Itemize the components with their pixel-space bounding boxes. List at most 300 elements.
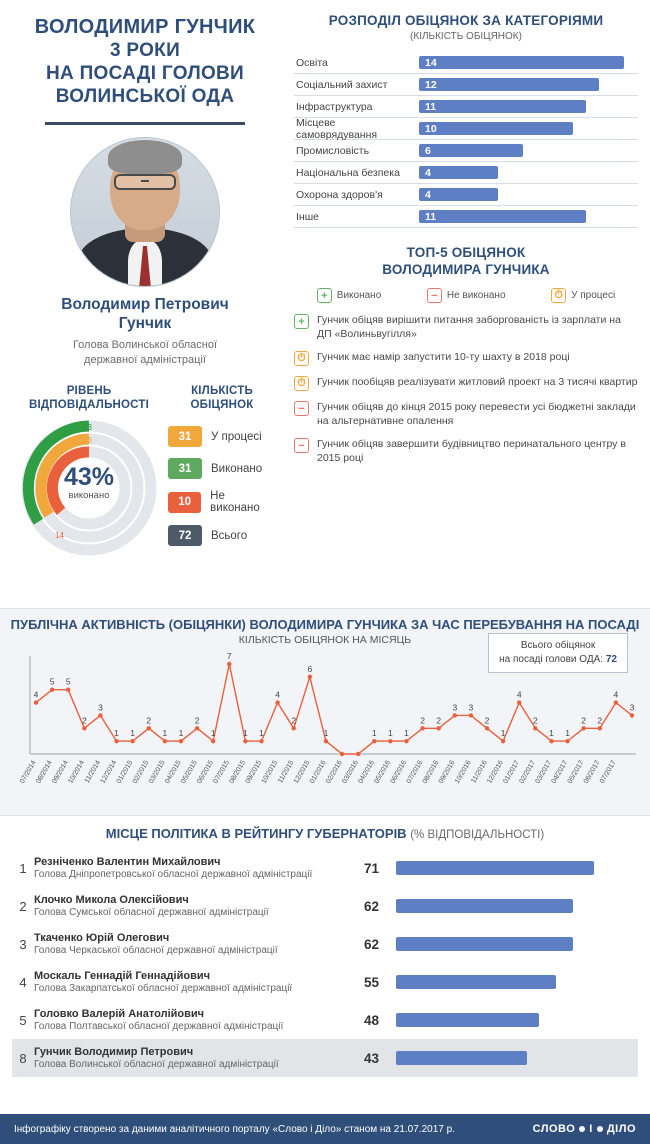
- rating-bar-wrapper: [364, 899, 638, 914]
- activity-point-label: 2: [81, 715, 87, 726]
- activity-point: [179, 739, 183, 743]
- counts-column: [164, 384, 276, 560]
- activity-x-tick: 12/2015: [292, 759, 312, 785]
- promise-item: [294, 437, 638, 465]
- activity-point: [372, 739, 376, 743]
- logo-dot-icon-2: [597, 1126, 603, 1132]
- brand-logo: [533, 1123, 636, 1135]
- minus-icon: −: [294, 401, 309, 416]
- activity-point-label: 1: [500, 728, 506, 739]
- activity-x-tick: 07/2015: [212, 759, 232, 785]
- activity-x-tick: 03/2017: [534, 759, 554, 785]
- activity-point: [66, 688, 70, 692]
- activity-point-label: 2: [532, 715, 538, 726]
- activity-point-label: 1: [388, 728, 393, 739]
- category-bar: [419, 144, 523, 157]
- category-bar-wrapper: [419, 206, 638, 227]
- categories-bar-chart: [294, 52, 638, 228]
- promise-text: Гунчик пообіцяв реалізувати житловий проект на 3 тисячі квартир: [317, 376, 638, 388]
- activity-point-label: 4: [516, 689, 522, 700]
- category-bar-wrapper: [419, 118, 638, 139]
- activity-point-label: 3: [98, 702, 103, 713]
- promise-text: Гунчик обіцяв до кінця 2015 року перевести усі бюджетні заклади на альтернативне опалення: [317, 401, 636, 427]
- activity-x-tick: 07/2014: [19, 759, 38, 785]
- ring-label-orange: 43: [83, 436, 92, 445]
- category-bar: [419, 100, 586, 113]
- category-value: 4: [425, 188, 431, 201]
- footer-text: Інфографіку створено за даними аналітичного порталу «Слово і Діло» станом на 21.07.2017 р.: [14, 1123, 455, 1135]
- activity-point-label: 1: [210, 728, 216, 739]
- activity-x-tick: 10/2015: [260, 759, 280, 785]
- rating-bar: [396, 975, 556, 989]
- rating-info: [34, 856, 364, 880]
- top5-title: [294, 244, 638, 278]
- rating-rank: 3: [19, 936, 27, 952]
- activity-point-label: 1: [130, 728, 136, 739]
- promise-item: [294, 400, 638, 428]
- activity-point-label: 2: [597, 715, 603, 726]
- rating-info: [34, 1046, 364, 1070]
- ring-label-red: 14: [55, 531, 64, 540]
- counts-list: [168, 426, 276, 546]
- activity-x-tick: 08/2014: [35, 759, 54, 785]
- donut-column: [14, 384, 164, 560]
- activity-point: [130, 739, 134, 743]
- activity-point: [275, 700, 279, 704]
- category-bar-wrapper: [419, 52, 638, 73]
- top5-legend-item: [551, 288, 615, 303]
- minus-icon: −: [427, 288, 442, 303]
- category-value: 4: [425, 166, 431, 179]
- top5-title-line-2: ВОЛОДИМИРА ГУНЧИКА: [382, 262, 550, 277]
- table-row: [12, 887, 638, 925]
- activity-point-label: 2: [436, 715, 442, 726]
- activity-point-label: 5: [49, 676, 55, 687]
- top5-legend-label: У процесі: [571, 290, 616, 301]
- activity-x-tick: 03/2015: [147, 759, 167, 785]
- category-label: Промисловість: [296, 144, 370, 157]
- category-row: [294, 118, 638, 140]
- activity-point: [404, 739, 408, 743]
- activity-point: [517, 700, 521, 704]
- title-line-1: ВОЛОДИМИР ГУНЧИК: [34, 16, 256, 38]
- rating-rank: 2: [19, 898, 27, 914]
- category-bar-wrapper: [419, 96, 638, 117]
- categories-subtitle: (КІЛЬКІСТЬ ОБІЦЯНОК): [410, 31, 522, 42]
- activity-point: [163, 739, 167, 743]
- rating-person-name: Ткаченко Юрій Олегович: [34, 932, 170, 944]
- activity-x-tick: 01/2017: [502, 759, 521, 785]
- top5-legend-label: Не виконано: [446, 290, 506, 301]
- person-role-line-2: державної адміністрації: [84, 354, 206, 366]
- rating-info: [34, 894, 364, 918]
- clock-icon: ⏱: [551, 288, 566, 303]
- counts-heading-line-1: КІЛЬКІСТЬ: [191, 385, 253, 397]
- footer: [0, 1114, 650, 1144]
- activity-point-label: 1: [404, 728, 409, 739]
- title-line-3: НА ПОСАДІ ГОЛОВИ: [45, 63, 245, 84]
- activity-point-label: 5: [65, 676, 71, 687]
- count-legend-row: [168, 426, 276, 447]
- rating-bar-wrapper: [364, 861, 638, 876]
- activity-point: [114, 739, 118, 743]
- activity-x-tick: 04/2016: [357, 759, 377, 785]
- activity-x-tick: 06/2016: [389, 759, 409, 785]
- top5-block: [294, 244, 638, 465]
- person-name-line-2: Гунчик: [118, 315, 172, 332]
- category-label: Соціальний захист: [296, 78, 388, 91]
- rating-person-post: Голова Черкаської обласної державної адміністрації: [34, 945, 278, 956]
- rating-section: [0, 816, 650, 1077]
- activity-point: [614, 700, 618, 704]
- activity-point-label: 1: [371, 728, 377, 739]
- glasses-icon: [114, 174, 176, 190]
- activity-point-label: 2: [194, 715, 200, 726]
- activity-point-label: 1: [178, 728, 184, 739]
- table-row: [12, 1001, 638, 1039]
- rating-bar: [396, 937, 573, 951]
- activity-line-path: [33, 664, 632, 754]
- count-label: Не виконано: [210, 490, 260, 514]
- count-label: У процесі: [211, 430, 262, 443]
- activity-line-chart: [10, 650, 640, 802]
- activity-point: [147, 726, 151, 730]
- activity-section: [0, 608, 650, 816]
- rating-value: 55: [364, 974, 380, 990]
- count-legend-row: [168, 525, 276, 546]
- activity-point: [259, 739, 263, 743]
- rating-value: 48: [364, 1012, 380, 1028]
- person-role: [14, 338, 276, 368]
- activity-point-label: 6: [307, 663, 313, 674]
- activity-x-tick: 05/2017: [566, 759, 586, 785]
- count-value-badge: 10: [168, 492, 201, 513]
- category-value: 6: [425, 144, 431, 157]
- activity-point-label: 3: [452, 702, 458, 713]
- category-label: Освіта: [296, 56, 328, 69]
- activity-x-tick: 05/2015: [180, 759, 199, 785]
- logo-right: ДІЛО: [606, 1123, 636, 1135]
- activity-point-label: 7: [226, 651, 232, 661]
- activity-point-label: 1: [162, 728, 168, 739]
- activity-point: [581, 726, 585, 730]
- category-value: 14: [425, 56, 437, 69]
- activity-point-label: 4: [33, 689, 39, 700]
- count-label: Всього: [211, 529, 248, 542]
- activity-point: [324, 739, 328, 743]
- activity-point: [630, 713, 634, 717]
- rating-list: [12, 849, 638, 1077]
- activity-point: [598, 726, 602, 730]
- activity-title: ПУБЛІЧНА АКТИВНІСТЬ (ОБІЦЯНКИ) ВОЛОДИМИРА ГУНЧИКА ЗА ЧАС ПЕРЕБУВАННЯ НА ПОСАДІ: [10, 617, 640, 632]
- clock-icon: ⏱: [294, 376, 309, 391]
- activity-x-tick: 11/2014: [83, 759, 103, 785]
- activity-point-label: 3: [629, 702, 635, 713]
- title-line-4: ВОЛИНСЬКОЇ ОДА: [55, 86, 235, 107]
- rating-bar: [396, 1051, 527, 1065]
- activity-point-label: 3: [468, 702, 474, 713]
- activity-point-label: 1: [243, 728, 248, 739]
- top5-legend-item: [317, 288, 381, 303]
- portrait-container: [14, 137, 276, 287]
- activity-point: [388, 739, 392, 743]
- rating-title-suffix: (% ВІДПОВІДАЛЬНОСТІ): [410, 829, 545, 841]
- logo-dot-icon: [579, 1126, 585, 1132]
- person-role-line-1: Голова Волинської обласної: [72, 339, 218, 351]
- category-label: Національна безпека: [296, 166, 400, 179]
- table-row: [12, 849, 638, 887]
- total-box-value: 72: [605, 654, 617, 665]
- rating-person-name: Головко Валерій Анатолійович: [34, 1008, 205, 1020]
- activity-x-tick: 08/2015: [228, 759, 248, 785]
- donut-percent: 43%: [63, 463, 115, 491]
- activity-x-tick: 12/2014: [99, 759, 119, 785]
- page-title: [14, 16, 276, 108]
- category-bar-wrapper: [419, 74, 638, 95]
- counts-heading: [168, 384, 276, 412]
- rating-bar: [396, 899, 573, 913]
- donut-center-text: [14, 464, 164, 501]
- category-row: [294, 184, 638, 206]
- top5-promise-list: [294, 313, 638, 465]
- activity-point-label: 2: [420, 715, 425, 726]
- rating-value: 43: [364, 1050, 380, 1066]
- activity-point-label: 1: [565, 728, 570, 739]
- promise-item: [294, 313, 638, 341]
- activity-point-label: 1: [114, 728, 119, 739]
- activity-x-tick: 02/2016: [325, 759, 344, 785]
- rating-person-post: Голова Волинської обласної державної адміністрації: [34, 1059, 279, 1070]
- donut-sublabel: виконано: [68, 490, 110, 501]
- rating-value: 71: [364, 860, 380, 876]
- top5-legend: [294, 288, 638, 303]
- category-row: [294, 206, 638, 228]
- activity-point: [420, 726, 424, 730]
- activity-point: [34, 700, 38, 704]
- total-box-label: на посаді голови ОДА:: [499, 654, 604, 665]
- activity-point: [533, 726, 537, 730]
- activity-x-tick: 02/2017: [518, 759, 538, 785]
- category-bar: [419, 210, 586, 223]
- activity-point: [469, 713, 473, 717]
- category-label: Охорона здоров'я: [296, 188, 383, 201]
- rating-info: [34, 932, 364, 956]
- activity-point: [340, 752, 344, 756]
- category-value: 11: [425, 100, 437, 113]
- activity-point: [98, 713, 102, 717]
- category-bar: [419, 122, 573, 135]
- activity-x-tick: 11/2016: [470, 759, 489, 785]
- rating-rank: 1: [19, 860, 27, 876]
- activity-x-tick: 09/2014: [51, 759, 70, 785]
- rating-rank: 8: [19, 1050, 27, 1066]
- activity-point: [292, 726, 296, 730]
- category-row: [294, 52, 638, 74]
- top5-title-line-1: ТОП-5 ОБІЦЯНОК: [406, 245, 526, 260]
- rating-rank: 5: [19, 1012, 27, 1028]
- category-bar: [419, 188, 498, 201]
- activity-point: [195, 726, 199, 730]
- table-row: [12, 925, 638, 963]
- activity-x-tick: 12/2016: [486, 759, 505, 785]
- activity-point: [82, 726, 86, 730]
- activity-point-label: 4: [275, 689, 280, 700]
- activity-x-tick: 02/2015: [131, 759, 151, 785]
- activity-point-label: 4: [613, 689, 619, 700]
- responsibility-donut: [14, 420, 164, 560]
- rating-title-text: МІСЦЕ ПОЛІТИКА В РЕЙТИНГУ ГУБЕРНАТОРІВ: [105, 826, 407, 841]
- activity-x-tick: 09/2015: [244, 759, 264, 785]
- activity-subtitle: КІЛЬКІСТЬ ОБІЦЯНОК НА МІСЯЦЬ: [238, 634, 412, 646]
- plus-icon: +: [294, 314, 309, 329]
- rating-person-post: Голова Дніпропетровської обласної державної адміністрації: [34, 869, 313, 880]
- activity-point: [485, 726, 489, 730]
- rating-title: [12, 826, 638, 841]
- category-bar: [419, 56, 624, 69]
- clock-icon: ⏱: [294, 351, 309, 366]
- ring-label-green: 43: [83, 423, 92, 432]
- rating-person-name: Москаль Геннадій Геннадійович: [34, 970, 210, 982]
- responsibility-heading-line-1: РІВЕНЬ: [66, 385, 112, 397]
- responsibility-block: [14, 384, 276, 560]
- activity-point: [308, 675, 312, 679]
- category-value: 12: [425, 78, 437, 91]
- rating-bar-wrapper: [364, 975, 638, 990]
- rating-info: [34, 970, 364, 994]
- avatar-hair: [108, 140, 182, 174]
- top5-legend-item: [427, 288, 506, 303]
- activity-x-tick: 06/2015: [196, 759, 215, 785]
- activity-point-label: 1: [323, 728, 329, 739]
- category-bar: [419, 166, 498, 179]
- activity-x-tick: 10/2014: [67, 759, 87, 785]
- rating-info: [34, 1008, 364, 1032]
- category-bar-wrapper: [419, 184, 638, 205]
- activity-point-label: 2: [581, 715, 587, 726]
- activity-point: [549, 739, 553, 743]
- activity-x-tick: 04/2017: [550, 759, 570, 785]
- activity-point: [453, 713, 457, 717]
- logo-mid: І: [589, 1123, 593, 1135]
- minus-icon: −: [294, 438, 309, 453]
- top5-legend-label: Виконано: [336, 290, 382, 301]
- activity-point-label: 1: [549, 728, 554, 739]
- promise-item: [294, 375, 638, 391]
- rating-bar: [396, 861, 594, 875]
- category-row: [294, 162, 638, 184]
- total-box-line-1: Всього обіцянок: [520, 640, 596, 651]
- rating-rank: 4: [19, 974, 27, 990]
- promise-text: Гунчик має намір запустити 10-ту шахту в 2018 році: [317, 351, 570, 363]
- category-bar: [419, 78, 599, 91]
- activity-x-tick: 08/2016: [421, 759, 441, 785]
- activity-point: [437, 726, 441, 730]
- rating-person-post: Голова Полтавської обласної державної адміністрації: [34, 1021, 284, 1032]
- activity-x-tick: 11/2015: [277, 759, 296, 785]
- activity-x-tick: 07/2017: [598, 759, 618, 785]
- table-row: [12, 963, 638, 1001]
- activity-point: [50, 688, 54, 692]
- activity-line-svg: [10, 650, 640, 802]
- categories-title: РОЗПОДІЛ ОБІЦЯНОК ЗА КАТЕГОРІЯМИ: [328, 13, 604, 28]
- activity-x-tick: 05/2016: [373, 759, 393, 785]
- activity-point-label: 1: [259, 728, 264, 739]
- table-row: [12, 1039, 638, 1077]
- category-value: 11: [425, 210, 437, 223]
- activity-x-tick: 04/2015: [163, 759, 183, 785]
- promise-text: Гунчик обіцяв завершити будівництво перинатального центру в 2015 році: [317, 438, 626, 464]
- title-line-2: 3 РОКИ: [109, 40, 181, 61]
- category-row: [294, 140, 638, 162]
- activity-x-tick: 07/2016: [405, 759, 425, 785]
- promise-text: Гунчик обіцяв вирішити питання заборгованість із зарплати на ДП «Волиньвугілля»: [317, 314, 621, 340]
- category-label: Місцеве самоврядування: [296, 116, 378, 141]
- responsibility-heading-line-2: ВІДПОВІДАЛЬНОСТІ: [28, 399, 150, 411]
- activity-point: [243, 739, 247, 743]
- count-value-badge: 72: [168, 525, 202, 546]
- count-legend-row: [168, 490, 276, 514]
- activity-x-tick: 09/2016: [437, 759, 457, 785]
- count-value-badge: 31: [168, 458, 202, 479]
- person-name-line-1: Володимир Петрович: [61, 296, 229, 313]
- rating-bar-wrapper: [364, 937, 638, 952]
- activity-point: [211, 739, 215, 743]
- activity-point-label: 2: [484, 715, 490, 726]
- left-column: [0, 0, 290, 608]
- rating-person-name: Гунчик Володимир Петрович: [34, 1046, 194, 1058]
- rating-bar-wrapper: [364, 1051, 638, 1066]
- activity-point: [356, 752, 360, 756]
- count-legend-row: [168, 458, 276, 479]
- rating-bar-wrapper: [364, 1013, 638, 1028]
- rating-value: 62: [364, 898, 380, 914]
- category-label: Інше: [296, 210, 319, 223]
- category-bar-wrapper: [419, 162, 638, 183]
- activity-point-label: 2: [146, 715, 152, 726]
- plus-icon: +: [317, 288, 332, 303]
- count-value-badge: 31: [168, 426, 202, 447]
- activity-point: [565, 739, 569, 743]
- responsibility-heading: [14, 384, 164, 412]
- right-column: [290, 0, 650, 608]
- logo-left: СЛОВО: [532, 1123, 576, 1135]
- category-label: Інфраструктура: [296, 100, 373, 113]
- count-label: Виконано: [211, 462, 263, 475]
- activity-x-tick: 01/2016: [308, 759, 328, 785]
- rating-person-name: Клочко Микола Олексійович: [34, 894, 189, 906]
- person-name: [14, 295, 276, 333]
- category-value: 10: [425, 122, 437, 135]
- activity-x-tick: 01/2015: [115, 759, 135, 785]
- rating-bar: [396, 1013, 539, 1027]
- rating-person-post: Голова Закарпатської обласної державної адміністрації: [34, 983, 293, 994]
- rating-person-post: Голова Сумської обласної державної адміністрації: [34, 907, 269, 918]
- activity-x-tick: 10/2016: [453, 759, 473, 785]
- rating-value: 62: [364, 936, 380, 952]
- activity-point: [501, 739, 505, 743]
- promise-item: [294, 350, 638, 366]
- activity-point-label: 2: [291, 715, 297, 726]
- category-row: [294, 96, 638, 118]
- category-bar-wrapper: [419, 140, 638, 161]
- activity-point: [227, 662, 231, 666]
- activity-x-tick: 06/2017: [582, 759, 602, 785]
- avatar: [70, 137, 220, 287]
- title-divider: [45, 122, 245, 125]
- rating-person-name: Резніченко Валентин Михайлович: [34, 856, 221, 868]
- counts-heading-line-2: ОБІЦЯНОК: [190, 399, 254, 411]
- category-row: [294, 74, 638, 96]
